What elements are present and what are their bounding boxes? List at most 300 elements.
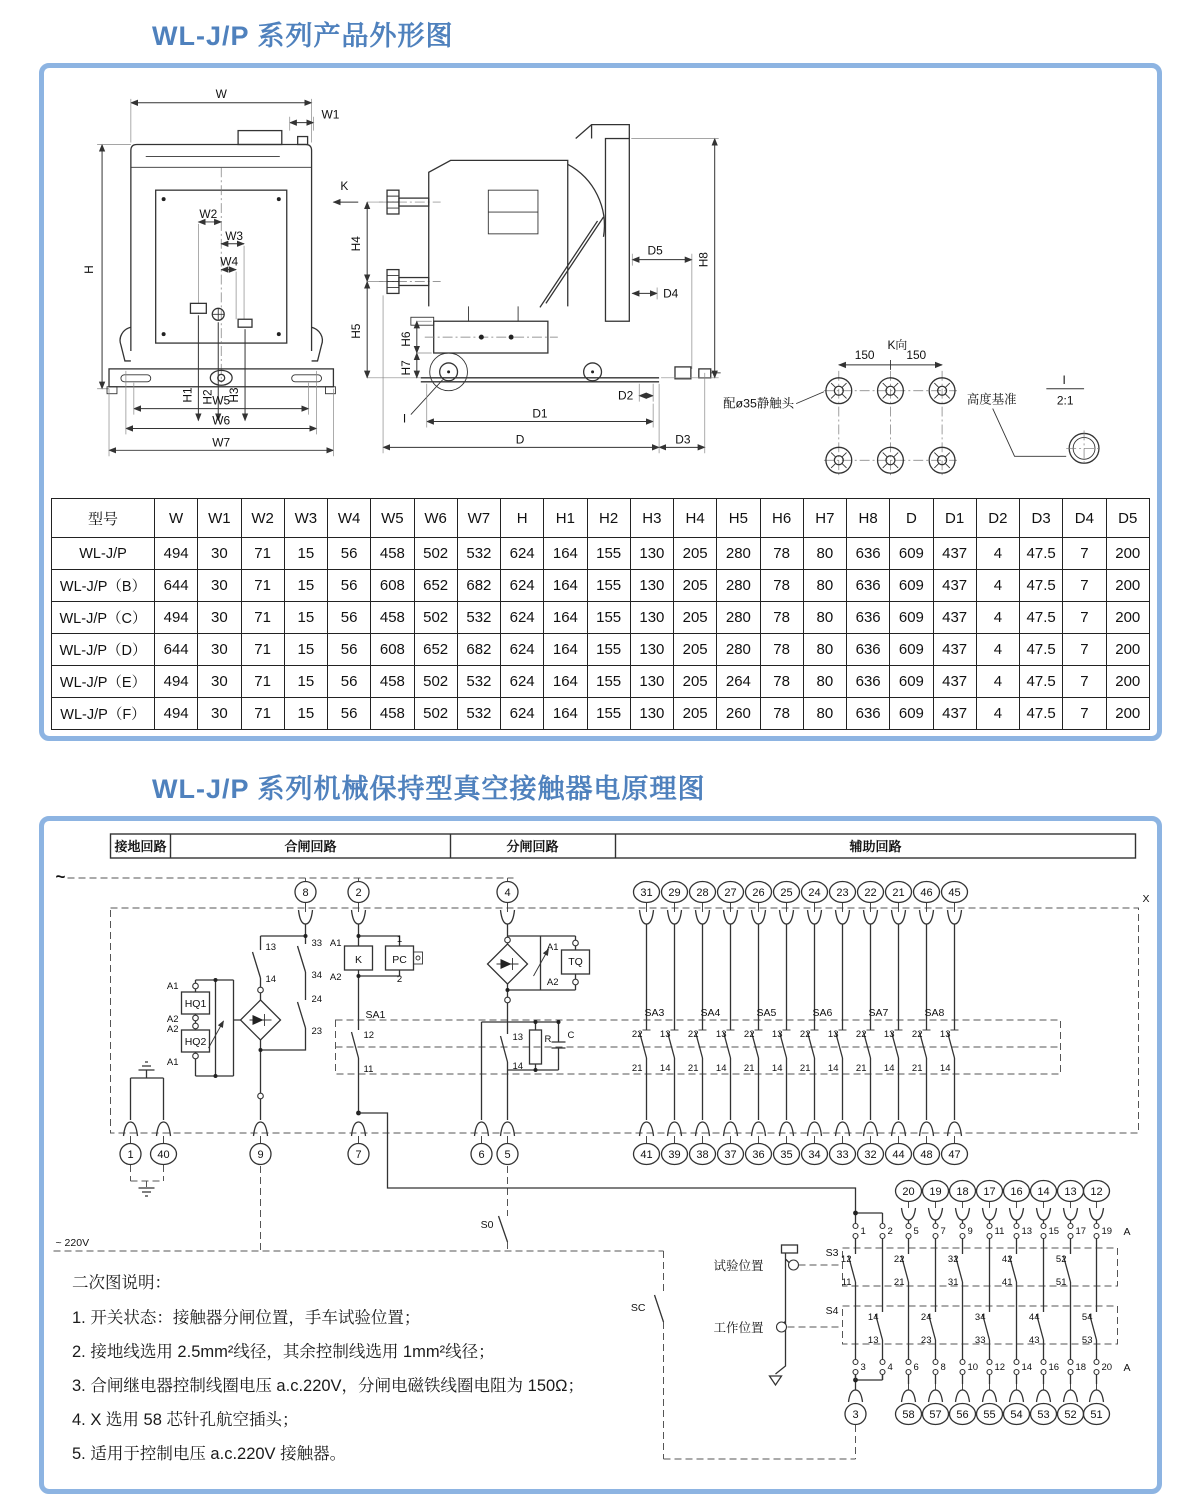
pc-block: PC — [392, 954, 407, 966]
svg-text:11: 11 — [994, 1226, 1005, 1237]
svg-text:54: 54 — [1081, 1312, 1093, 1323]
svg-text:21: 21 — [743, 1063, 755, 1074]
kview-title: K向 — [887, 338, 908, 353]
open-13: 13 — [512, 1032, 524, 1043]
circuit-section-header — [111, 834, 1136, 858]
svg-text:SA4: SA4 — [700, 1007, 721, 1019]
dim-table-row: WL-J/P 494 30 71 15 56 458 502 532 624 164 155 130 205 280 78 80 636 609 437 4 47.5 7 200 — [52, 538, 1150, 570]
terminal-45 — [942, 882, 968, 903]
svg-text:9: 9 — [967, 1226, 973, 1237]
dim-col-header: D4 — [1063, 499, 1106, 538]
svg-text:52: 52 — [1064, 1409, 1077, 1421]
page-title-outline: WL-J/P 系列产品外形图 — [152, 21, 454, 51]
svg-text:20: 20 — [902, 1186, 915, 1198]
svg-text:15: 15 — [1048, 1226, 1060, 1237]
note-item-5: 5. 适用于控制电压 a.c.220V 接触器。 — [72, 1445, 347, 1463]
main-bottom-terminals — [120, 1122, 518, 1165]
side-view — [333, 125, 720, 454]
dim-w6: W6 — [212, 413, 231, 428]
terminal-55 — [977, 1404, 1003, 1425]
terminal-16 — [1004, 1181, 1030, 1202]
svg-text:52: 52 — [1055, 1254, 1067, 1265]
schematic-panel — [39, 816, 1162, 1494]
note-item-1: 1. 开关状态：接触器分闸位置，手车试验位置； — [72, 1309, 421, 1327]
terminal-6 — [471, 1144, 492, 1165]
svg-text:53: 53 — [1037, 1409, 1050, 1421]
terminal-52 — [1058, 1404, 1084, 1425]
terminal-28 — [690, 882, 716, 903]
section-closing: 合闸回路 — [284, 839, 337, 854]
contact-33: 33 — [311, 938, 323, 949]
svg-text:13: 13 — [771, 1029, 783, 1040]
svg-text:38: 38 — [696, 1149, 709, 1161]
svg-text:12: 12 — [840, 1254, 852, 1265]
contact-13: 13 — [265, 942, 277, 953]
svg-text:2: 2 — [355, 887, 362, 899]
svg-text:13: 13 — [715, 1029, 727, 1040]
svg-text:21: 21 — [631, 1063, 643, 1074]
dim-col-header: H — [501, 499, 544, 538]
svg-text:3: 3 — [860, 1362, 866, 1373]
svg-text:13: 13 — [1064, 1186, 1077, 1198]
svg-text:36: 36 — [752, 1149, 765, 1161]
terminal-36 — [746, 1144, 772, 1165]
dim-table-header-row — [52, 499, 1150, 538]
terminal-54 — [1004, 1404, 1030, 1425]
section-ground: 接地回路 — [114, 839, 167, 854]
terminal-37 — [718, 1144, 744, 1165]
svg-text:43: 43 — [1028, 1335, 1040, 1346]
dim-d3: D3 — [675, 432, 691, 447]
k-view-detail — [723, 338, 1102, 475]
svg-text:41: 41 — [1001, 1277, 1013, 1288]
svg-text:4: 4 — [504, 887, 511, 899]
s0-label: S0 — [480, 1219, 494, 1231]
svg-text:13: 13 — [1021, 1226, 1033, 1237]
svg-text:22: 22 — [743, 1029, 755, 1040]
c-capacitor: C — [567, 1030, 575, 1041]
terminal-35 — [774, 1144, 800, 1165]
k-direction-label: K — [340, 179, 349, 194]
dim-table-row: WL-J/P（C） 494 30 71 15 56 458 502 532 624 164 155 130 205 280 78 80 636 609 437 4 47.5 7 200 — [52, 602, 1150, 634]
dim-w1: W1 — [321, 107, 340, 122]
terminal-5 — [497, 1144, 518, 1165]
svg-text:21: 21 — [911, 1063, 923, 1074]
dim-col-header: D — [890, 499, 933, 538]
detail-i-label: I — [402, 411, 407, 426]
svg-text:46: 46 — [920, 887, 933, 899]
terminal-27 — [718, 882, 744, 903]
ground-arrow-icon — [770, 1376, 782, 1385]
svg-text:7: 7 — [940, 1226, 946, 1237]
ground-icon — [139, 1188, 155, 1196]
terminal-22 — [858, 882, 884, 903]
closing-circuit — [167, 924, 423, 1120]
dim-w7: W7 — [212, 435, 231, 450]
dim-col-header: H1 — [544, 499, 587, 538]
svg-text:14: 14 — [827, 1063, 839, 1074]
svg-text:44: 44 — [1028, 1312, 1040, 1323]
hq1-a1: A1 — [166, 981, 179, 992]
contact-24: 24 — [311, 994, 323, 1005]
dim-table-row: WL-J/P（E） 494 30 71 15 56 458 502 532 624 164 155 130 205 264 78 80 636 609 437 4 47.5 7 200 — [52, 666, 1150, 698]
dim-d: D — [515, 432, 525, 447]
svg-text:53: 53 — [1081, 1335, 1093, 1346]
svg-text:39: 39 — [668, 1149, 681, 1161]
svg-text:22: 22 — [631, 1029, 643, 1040]
kview-dim-right: 150 — [906, 347, 927, 362]
test-position-label: 试验位置 — [713, 1259, 764, 1273]
svg-text:26: 26 — [752, 887, 765, 899]
dim-h5: H5 — [349, 323, 364, 339]
svg-text:13: 13 — [939, 1029, 951, 1040]
dim-table-row: WL-J/P（F） 494 30 71 15 56 458 502 532 624 164 155 130 205 260 78 80 636 609 437 4 47.5 7 200 — [52, 698, 1150, 730]
outline-panel — [39, 63, 1162, 741]
svg-text:13: 13 — [827, 1029, 839, 1040]
dim-col-header: H6 — [760, 499, 803, 538]
svg-text:14: 14 — [867, 1312, 879, 1323]
svg-text:13: 13 — [659, 1029, 671, 1040]
svg-text:11: 11 — [841, 1277, 852, 1288]
svg-text:42: 42 — [1001, 1254, 1013, 1265]
dim-w2: W2 — [199, 206, 218, 221]
svg-text:40: 40 — [157, 1149, 170, 1161]
terminal-18 — [950, 1181, 976, 1202]
svg-text:SA8: SA8 — [924, 1007, 945, 1019]
svg-text:24: 24 — [808, 887, 821, 899]
a-plug-label-top: A — [1123, 1226, 1131, 1238]
terminal-8 — [295, 882, 316, 903]
sa1-12: 12 — [363, 1030, 375, 1041]
svg-text:21: 21 — [893, 1277, 905, 1288]
svg-text:21: 21 — [799, 1063, 811, 1074]
svg-text:17: 17 — [1075, 1226, 1087, 1237]
svg-text:13: 13 — [867, 1335, 879, 1346]
dim-d4: D4 — [663, 286, 679, 301]
dim-col-header: W5 — [371, 499, 414, 538]
main-top-terminals — [295, 882, 518, 925]
pc-1: 1 — [396, 934, 403, 945]
outline-drawing — [51, 73, 1154, 494]
dim-col-header: W7 — [457, 499, 500, 538]
svg-text:14: 14 — [1021, 1362, 1033, 1373]
dim-col-header: H5 — [717, 499, 760, 538]
svg-text:19: 19 — [1101, 1226, 1113, 1237]
svg-text:14: 14 — [771, 1063, 783, 1074]
svg-text:47: 47 — [948, 1149, 961, 1161]
svg-text:12: 12 — [994, 1362, 1006, 1373]
dim-col-header: D2 — [976, 499, 1019, 538]
terminal-48 — [914, 1144, 940, 1165]
terminal-33 — [830, 1144, 856, 1165]
svg-text:22: 22 — [855, 1029, 867, 1040]
dim-table-row: WL-J/P（D） 644 30 71 15 56 608 652 682 624 164 155 130 205 280 78 80 636 609 437 4 47.5 7 200 — [52, 634, 1150, 666]
svg-text:22: 22 — [893, 1254, 905, 1265]
dim-col-header: H8 — [847, 499, 890, 538]
svg-text:33: 33 — [974, 1335, 986, 1346]
svg-text:21: 21 — [892, 887, 905, 899]
terminal-24 — [802, 882, 828, 903]
open-14: 14 — [512, 1061, 524, 1072]
terminal-41 — [634, 1144, 660, 1165]
section-auxiliary: 辅助回路 — [849, 839, 902, 854]
svg-text:3: 3 — [852, 1409, 859, 1421]
svg-text:23: 23 — [920, 1335, 932, 1346]
contact-23: 23 — [311, 1026, 323, 1037]
terminal-21 — [886, 882, 912, 903]
svg-text:41: 41 — [640, 1149, 653, 1161]
front-view — [82, 87, 340, 456]
svg-text:32: 32 — [864, 1149, 877, 1161]
svg-text:13: 13 — [883, 1029, 895, 1040]
svg-text:SA5: SA5 — [756, 1007, 777, 1019]
dim-col-header: H3 — [630, 499, 673, 538]
s3-box — [840, 1248, 1118, 1286]
svg-text:17: 17 — [983, 1186, 996, 1198]
dim-col-header: H4 — [674, 499, 717, 538]
svg-text:57: 57 — [929, 1409, 942, 1421]
sc-label: SC — [630, 1302, 646, 1314]
dim-h: H — [82, 265, 97, 274]
notes-title: 二次图说明： — [72, 1274, 171, 1292]
terminal-13 — [1058, 1181, 1084, 1202]
svg-text:2: 2 — [887, 1226, 893, 1237]
svg-text:28: 28 — [696, 887, 709, 899]
s3-label: S3 — [825, 1247, 839, 1259]
svg-text:22: 22 — [687, 1029, 699, 1040]
tq-a2: A2 — [546, 977, 559, 988]
dim-col-header: W2 — [241, 499, 284, 538]
svg-text:12: 12 — [1090, 1186, 1103, 1198]
svg-text:7: 7 — [355, 1149, 362, 1161]
terminal-29 — [662, 882, 688, 903]
dim-col-header: W1 — [198, 499, 241, 538]
note-item-4: 4. X 选用 58 芯针孔航空插头； — [72, 1411, 299, 1429]
svg-text:45: 45 — [948, 887, 961, 899]
svg-text:14: 14 — [883, 1063, 895, 1074]
terminal-20 — [896, 1181, 922, 1202]
dim-col-header: W3 — [284, 499, 327, 538]
dim-w4: W4 — [220, 254, 239, 269]
x-plug-label: X — [1142, 893, 1150, 905]
terminal-14 — [1031, 1181, 1057, 1202]
terminal-25 — [774, 882, 800, 903]
terminal-47 — [942, 1144, 968, 1165]
svg-text:SA6: SA6 — [812, 1007, 833, 1019]
hq2-a2: A2 — [166, 1024, 179, 1035]
terminal-26 — [746, 882, 772, 903]
supply-label: ~ 220V — [55, 1237, 90, 1249]
dim-col-header: H2 — [587, 499, 630, 538]
svg-text:22: 22 — [864, 887, 877, 899]
svg-text:6: 6 — [913, 1362, 919, 1373]
svg-text:20: 20 — [1101, 1362, 1113, 1373]
dim-h8: H8 — [696, 252, 711, 268]
terminal-51 — [1084, 1404, 1110, 1425]
svg-text:1: 1 — [127, 1149, 134, 1161]
dimension-table — [51, 498, 1150, 730]
terminal-31 — [634, 882, 660, 903]
hq1-coil: HQ1 — [184, 998, 207, 1010]
svg-text:33: 33 — [836, 1149, 849, 1161]
terminal-40 — [151, 1144, 177, 1165]
secondary-notes — [72, 1269, 692, 1474]
terminal-53 — [1031, 1404, 1057, 1425]
svg-text:31: 31 — [947, 1277, 959, 1288]
dim-table-body — [52, 538, 1150, 730]
svg-text:6: 6 — [478, 1149, 485, 1161]
height-note: 高度基准 — [966, 392, 1017, 407]
sa1-11: 11 — [363, 1064, 374, 1075]
svg-text:14: 14 — [659, 1063, 671, 1074]
svg-text:37: 37 — [724, 1149, 737, 1161]
detail-scale: 2:1 — [1056, 393, 1074, 408]
svg-text:48: 48 — [920, 1149, 933, 1161]
dim-col-header: D3 — [1020, 499, 1063, 538]
terminal-9 — [250, 1144, 271, 1165]
svg-text:34: 34 — [974, 1312, 986, 1323]
dim-h7: H7 — [398, 360, 413, 376]
svg-text:31: 31 — [640, 887, 653, 899]
svg-text:58: 58 — [902, 1409, 915, 1421]
dim-col-header: 型号 — [52, 499, 155, 538]
svg-text:24: 24 — [920, 1312, 932, 1323]
svg-text:44: 44 — [892, 1149, 905, 1161]
terminal-4 — [497, 882, 518, 903]
section-opening: 分闸回路 — [506, 839, 559, 854]
svg-text:55: 55 — [983, 1409, 996, 1421]
svg-text:4: 4 — [887, 1362, 893, 1373]
tq-coil: TQ — [568, 956, 583, 968]
dim-col-header: H7 — [803, 499, 846, 538]
plug-matrix — [841, 1181, 1112, 1425]
terminal-39 — [662, 1144, 688, 1165]
svg-text:14: 14 — [715, 1063, 727, 1074]
page-title-schematic: WL-J/P 系列机械保持型真空接触器电原理图 — [152, 774, 706, 804]
dim-col-header: D5 — [1106, 499, 1150, 538]
terminal-23 — [830, 882, 856, 903]
dim-h4: H4 — [349, 236, 364, 252]
s0-switch — [499, 1216, 508, 1242]
dim-col-header: W — [155, 499, 198, 538]
terminal-2 — [348, 882, 369, 903]
opening-circuit — [482, 924, 590, 1120]
dim-w: W — [215, 86, 227, 101]
s4-label: S4 — [825, 1305, 839, 1317]
svg-text:5: 5 — [913, 1226, 919, 1237]
svg-text:8: 8 — [302, 887, 309, 899]
terminal-3 — [845, 1404, 866, 1425]
terminal-32 — [858, 1144, 884, 1165]
terminal-19 — [923, 1181, 949, 1202]
terminal-46 — [914, 882, 940, 903]
svg-text:10: 10 — [967, 1362, 979, 1373]
dim-h1: H1 — [180, 387, 195, 403]
auxiliary-columns — [632, 882, 968, 1165]
dim-d5: D5 — [647, 243, 663, 258]
terminal-38 — [690, 1144, 716, 1165]
contact-note: 配ø35静触头 — [723, 396, 795, 411]
svg-text:35: 35 — [780, 1149, 793, 1161]
k-coil: K — [354, 954, 363, 966]
svg-text:8: 8 — [940, 1362, 946, 1373]
svg-text:16: 16 — [1010, 1186, 1023, 1198]
work-position-label: 工作位置 — [713, 1321, 764, 1335]
svg-text:SA3: SA3 — [644, 1007, 665, 1019]
grounding-circuit — [131, 1062, 164, 1196]
a-plug-label-bottom: A — [1123, 1362, 1131, 1374]
svg-text:14: 14 — [939, 1063, 951, 1074]
terminal-58 — [896, 1404, 922, 1425]
svg-text:19: 19 — [929, 1186, 942, 1198]
terminal-7 — [348, 1144, 369, 1165]
terminal-57 — [923, 1404, 949, 1425]
svg-text:32: 32 — [947, 1254, 959, 1265]
contact-14: 14 — [265, 974, 277, 985]
sa1-label: SA1 — [365, 1009, 386, 1021]
svg-text:22: 22 — [799, 1029, 811, 1040]
svg-text:29: 29 — [668, 887, 681, 899]
terminal-44 — [886, 1144, 912, 1165]
note-item-3: 3. 合闸继电器控制线圈电压 a.c.220V，分闸电磁铁线圈电阻为 150Ω； — [72, 1377, 585, 1395]
svg-text:22: 22 — [911, 1029, 923, 1040]
terminal-17 — [977, 1181, 1003, 1202]
svg-text:18: 18 — [1075, 1362, 1087, 1373]
dim-h2: H2 — [200, 389, 215, 405]
svg-text:16: 16 — [1048, 1362, 1060, 1373]
svg-text:51: 51 — [1090, 1409, 1103, 1421]
k-a2: A2 — [329, 972, 342, 983]
dim-h6: H6 — [398, 331, 413, 347]
dim-table-row: WL-J/P（B） 644 30 71 15 56 608 652 682 624 164 155 130 205 280 78 80 636 609 437 4 47.5 7 200 — [52, 570, 1150, 602]
svg-text:14: 14 — [1037, 1186, 1050, 1198]
dim-col-header: D1 — [933, 499, 976, 538]
svg-text:56: 56 — [956, 1409, 969, 1421]
dim-d1: D1 — [532, 406, 548, 421]
svg-text:34: 34 — [808, 1149, 821, 1161]
terminal-56 — [950, 1404, 976, 1425]
svg-text:54: 54 — [1010, 1409, 1023, 1421]
svg-text:SA7: SA7 — [868, 1007, 889, 1019]
tq-a1: A1 — [546, 942, 559, 953]
hq2-a1: A1 — [166, 1057, 179, 1068]
svg-text:21: 21 — [687, 1063, 699, 1074]
hq2-coil: HQ2 — [184, 1036, 207, 1048]
svg-text:1: 1 — [860, 1226, 866, 1237]
k-a1: A1 — [329, 938, 342, 949]
ac-symbol: ~ — [55, 867, 66, 886]
dim-h3: H3 — [227, 387, 242, 403]
contact-34: 34 — [311, 970, 323, 981]
dim-w5: W5 — [212, 393, 231, 408]
svg-text:5: 5 — [504, 1149, 511, 1161]
terminal-1 — [120, 1144, 141, 1165]
svg-text:9: 9 — [257, 1149, 264, 1161]
svg-text:23: 23 — [836, 887, 849, 899]
hq1-a2: A2 — [166, 1014, 179, 1025]
svg-text:25: 25 — [780, 887, 793, 899]
svg-text:18: 18 — [956, 1186, 969, 1198]
svg-text:21: 21 — [855, 1063, 867, 1074]
lever-flag — [782, 1245, 798, 1253]
terminal-12 — [1084, 1181, 1110, 1202]
note-item-2: 2. 接地线选用 2.5mm²线径，其余控制线选用 1mm²线径； — [72, 1343, 495, 1361]
svg-text:51: 51 — [1055, 1277, 1067, 1288]
dim-d2: D2 — [618, 388, 634, 403]
r-resistor: R — [544, 1034, 552, 1045]
kview-dim-left: 150 — [854, 347, 875, 362]
dim-col-header: W6 — [414, 499, 457, 538]
